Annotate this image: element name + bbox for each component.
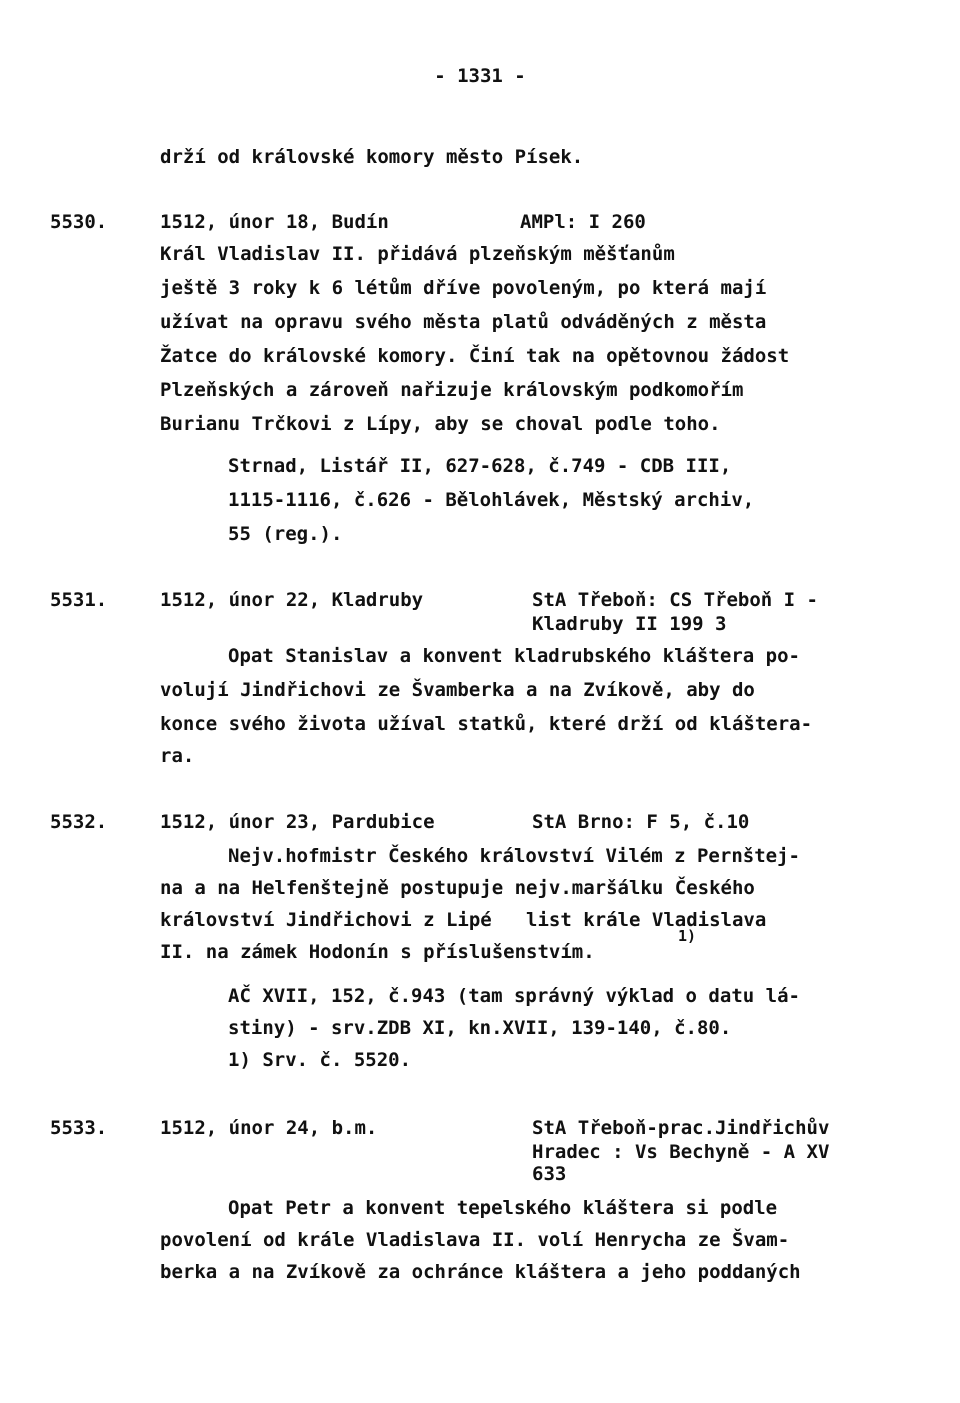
entry-number: 5531. [50,589,108,611]
entry-source: 633 [532,1163,567,1185]
entry-body-line: Opat Stanislav a konvent kladrubského kláštera po- [228,645,800,667]
entry-source: Hradec : Vs Bechyně - A XV [532,1141,830,1163]
entry-number: 5530. [50,211,108,233]
entry-source: AMPl: I 260 [520,211,646,233]
entry-body-line: Burianu Trčkovi z Lípy, aby se choval podle toho. [160,413,721,435]
entry-body-line: Nejv.hofmistr Českého království Vilém z Pernštej- [228,845,800,867]
entry-date-place: 1512, únor 24, b.m. [160,1117,378,1139]
entry-body-line: Plzeňských a zároveň nařizuje královským podkomořím [160,379,744,401]
entry-body-line: volují Jindřichovi ze Švamberka a na Zvíkově, aby do [160,679,755,701]
entry-body-line: na a na Helfenštejně postupuje nejv.maršálku Českého [160,877,755,899]
entry-source: StA Třeboň: CS Třeboň I - [532,589,818,611]
entry-number: 5532. [50,811,108,833]
entry-body-line: užívat na opravu svého města platů odváděných z města [160,311,767,333]
entry-body-line: II. na zámek Hodonín s příslušenstvím. [160,941,595,963]
entry-body-line: konce svého života užíval statků, které drží od kláštera- [160,713,813,735]
entry-source: Kladruby II 199 3 [532,613,727,635]
footnote-mark: 1) [678,927,697,945]
entry-body-line: Král Vladislav II. přidává plzeňským měšťanům [160,243,675,265]
entry-source: StA Brno: F 5, č.10 [532,811,750,833]
entry-date-place: 1512, únor 18, Budín [160,211,389,233]
entry-body-line: povolení od krále Vladislava II. volí Henrycha ze Švam- [160,1229,790,1251]
entry-reference-line: Strnad, Listář II, 627-628, č.749 - CDB III, [228,455,732,477]
entry-body-line: ještě 3 roky k 6 létům dříve povoleným, po která mají [160,277,767,299]
entry-reference-line: stiny) - srv.ZDB XI, kn.XVII, 139-140, č.80. [228,1017,732,1039]
entry-date-place: 1512, únor 22, Kladruby [160,589,424,611]
page-number: - 1331 - [434,65,526,87]
continuation-text: drží od královské komory město Písek. [160,146,584,168]
entry-reference-line: AČ XVII, 152, č.943 (tam správný výklad o datu lá- [228,985,800,1007]
entry-body-line: Opat Petr a konvent tepelského kláštera si podle [228,1197,778,1219]
entry-reference-line: 1115-1116, č.626 - Bělohlávek, Městský archiv, [228,489,755,511]
entry-body-line: berka a na Zvíkově za ochránce kláštera a jeho poddaných [160,1261,801,1283]
entry-number: 5533. [50,1117,108,1139]
entry-date-place: 1512, únor 23, Pardubice [160,811,435,833]
entry-source: StA Třeboň-prac.Jindřichův [532,1117,830,1139]
entry-body-line: ra. [160,745,195,767]
entry-reference-line: 55 (reg.). [228,523,343,545]
entry-body-line: království Jindřichovi z Lipé list krále Vladislava [160,909,767,931]
footnote-text: 1) Srv. č. 5520. [228,1049,412,1071]
entry-body-line: Žatce do královské komory. Činí tak na opětovnou žádost [160,345,790,367]
